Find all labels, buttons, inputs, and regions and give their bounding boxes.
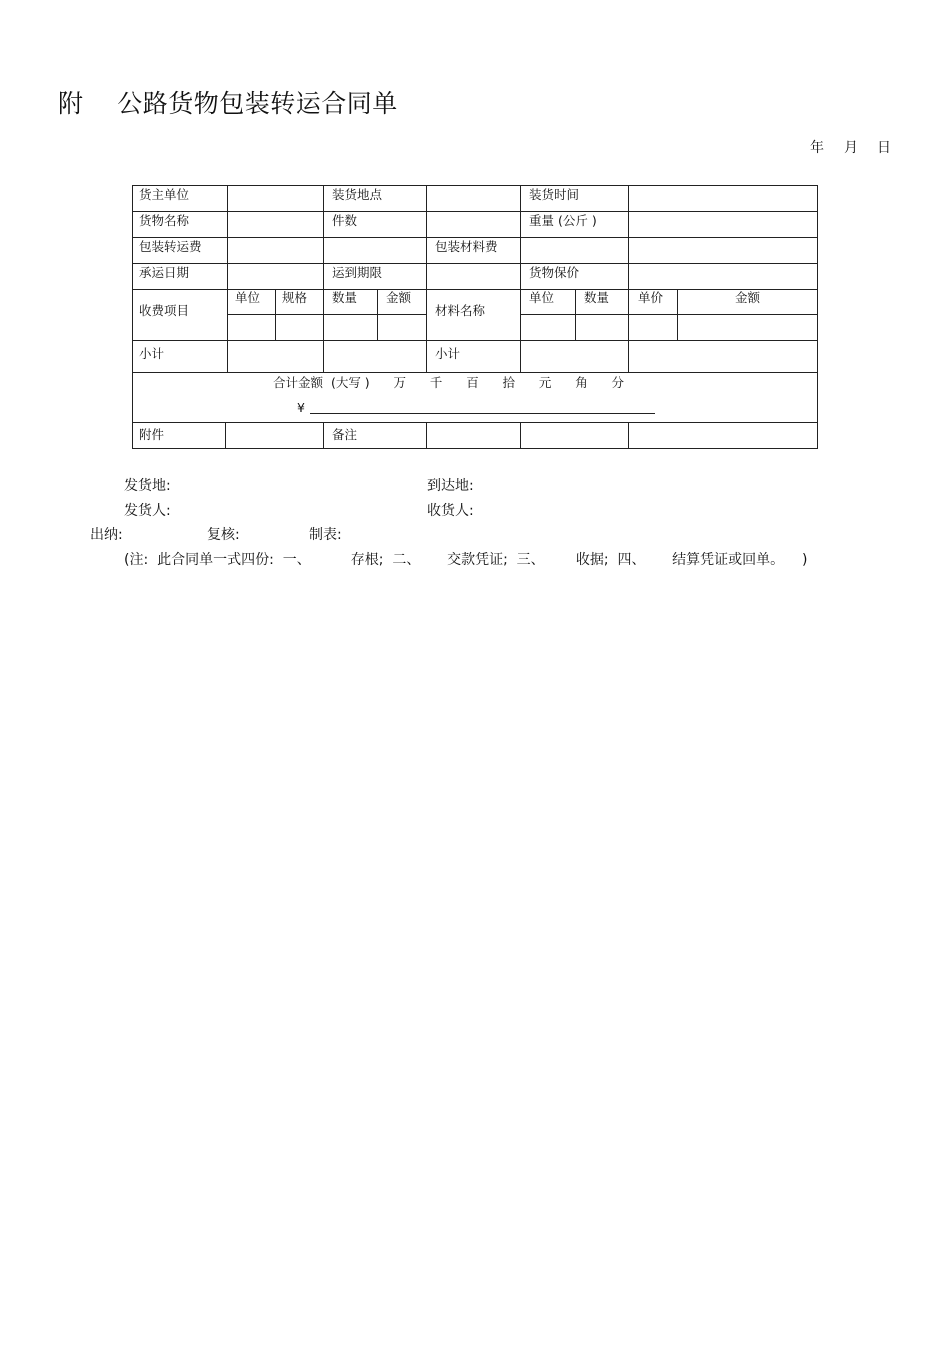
packaging-material-fee-label: 包装材料费 <box>435 239 498 254</box>
date-day-label: 日 <box>877 140 891 156</box>
date-month-label: 月 <box>844 140 858 156</box>
loading-place-label: 装货地点 <box>332 187 383 202</box>
total-amount-line: 合计金额 (大写 ) 万 千 百 拾 元 角 分 <box>273 375 625 390</box>
consignor-label: 发货人: <box>124 503 171 519</box>
weight-label: 重量 (公斤 ) <box>529 213 597 228</box>
attachment-label: 附件 <box>139 427 165 442</box>
origin-label: 发货地: <box>124 478 171 494</box>
reviewer-label: 复核: <box>207 527 240 543</box>
amount-underline <box>310 413 655 414</box>
insured-value-label: 货物保价 <box>529 265 580 280</box>
copies-note: (注: 此合同单一式四份: 一、 存根; 二、 交款凭证; 三、 收据; 四、 结算凭证或回单。 ) <box>124 552 808 568</box>
quantity-header: 数量 <box>332 290 358 305</box>
delivery-deadline-label: 运到期限 <box>332 265 383 280</box>
packaging-fee-label: 包装转运费 <box>139 239 202 254</box>
unit-header: 单位 <box>235 290 261 305</box>
preparer-label: 制表: <box>309 527 342 543</box>
carriage-date-label: 承运日期 <box>139 265 190 280</box>
pieces-label: 件数 <box>332 213 358 228</box>
material-quantity-header: 数量 <box>584 290 610 305</box>
shipper-unit-label: 货主单位 <box>139 187 190 202</box>
destination-label: 到达地: <box>427 478 474 494</box>
material-name-label: 材料名称 <box>435 303 486 318</box>
date-year-label: 年 <box>810 140 824 156</box>
cashier-label: 出纳: <box>90 527 123 543</box>
subtotal-label: 小计 <box>139 346 165 361</box>
spec-header: 规格 <box>282 290 308 305</box>
consignee-label: 收货人: <box>427 503 474 519</box>
remark-label: 备注 <box>332 427 358 442</box>
loading-time-label: 装货时间 <box>529 187 580 202</box>
material-amount-header: 金额 <box>735 290 761 305</box>
goods-name-label: 货物名称 <box>139 213 190 228</box>
amount-header: 金额 <box>386 290 412 305</box>
material-subtotal-label: 小计 <box>435 346 461 361</box>
document-title: 附 公路货物包装转运合同单 <box>58 89 398 118</box>
charge-item-label: 收费项目 <box>139 303 190 318</box>
yen-symbol: ¥ <box>297 400 305 415</box>
material-unit-header: 单位 <box>529 290 555 305</box>
unit-price-header: 单价 <box>638 290 664 305</box>
